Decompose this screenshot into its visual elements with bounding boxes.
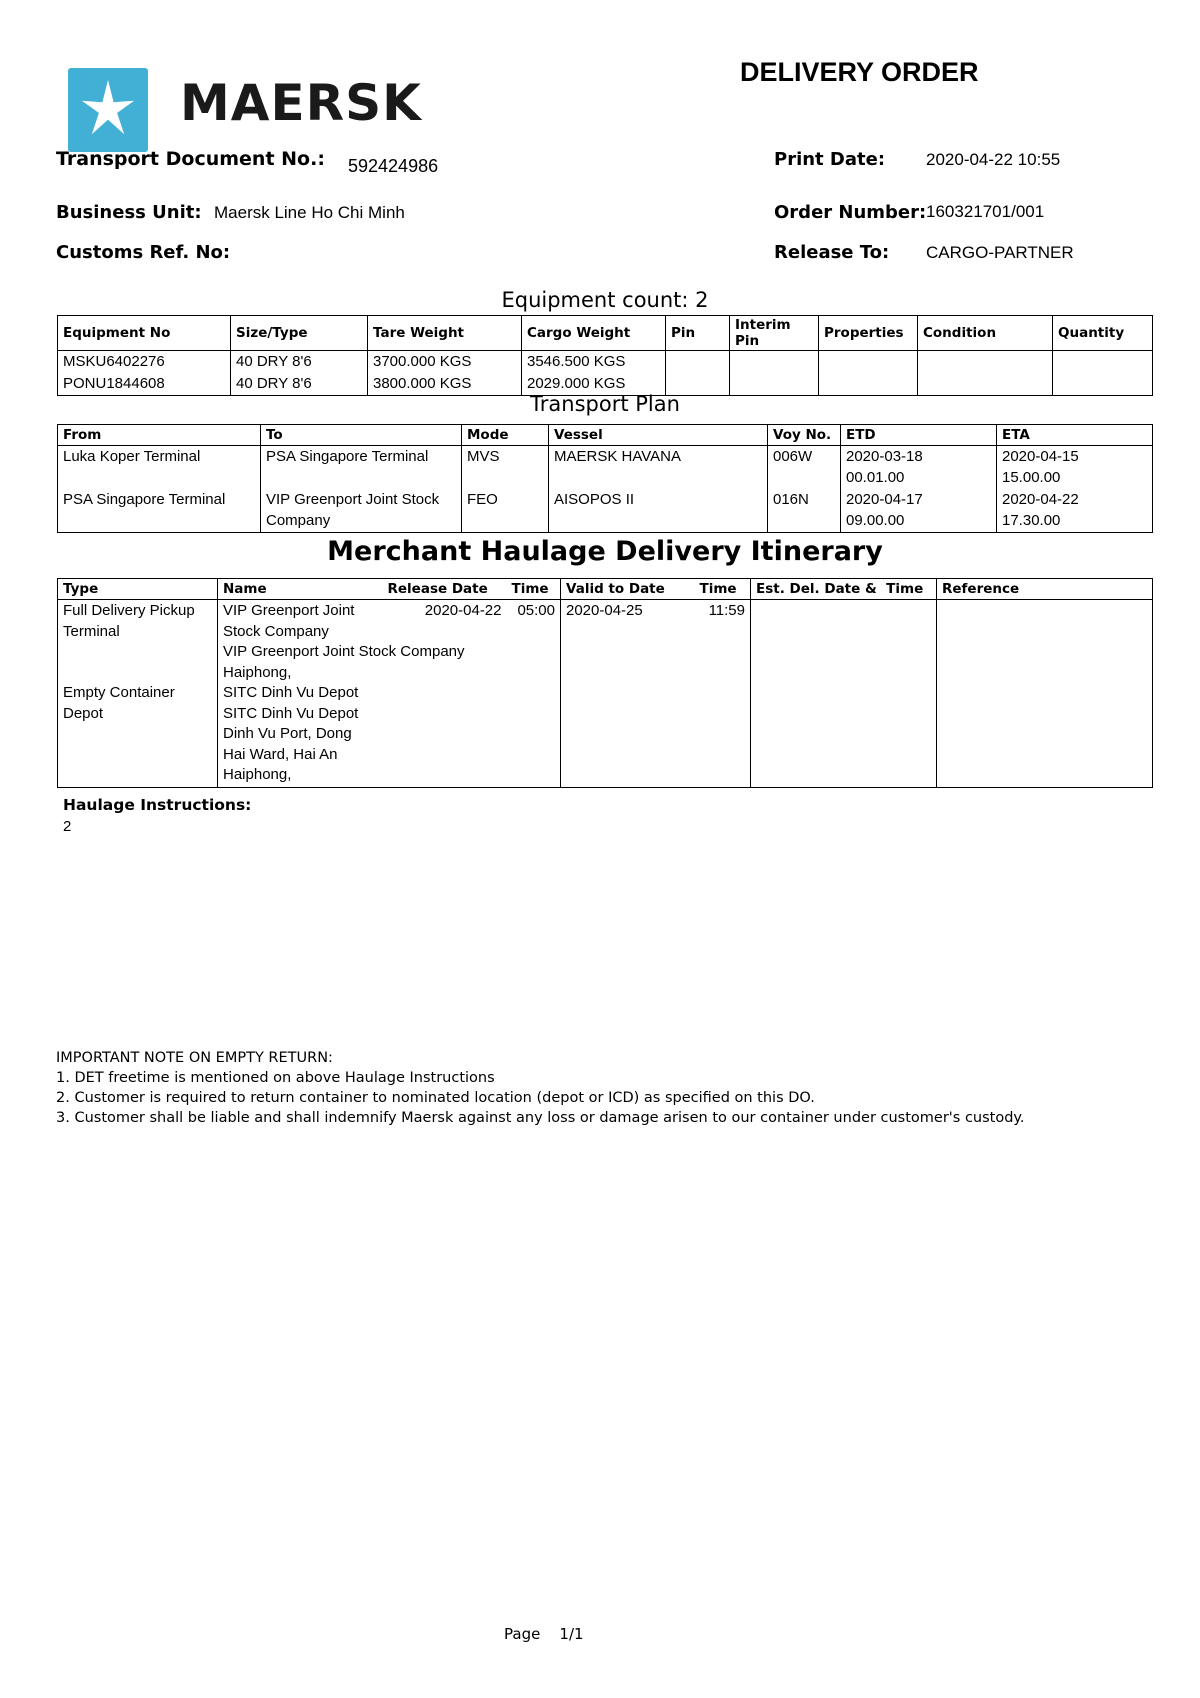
type-line: Depot [63,704,104,722]
col-valid-to-date: Valid to Date [561,579,695,600]
col-name: Name [218,579,383,600]
name-line: Stock Company [223,622,329,640]
table-row [58,600,1153,788]
equipment-table [57,315,1153,396]
mode: FEO [462,489,549,533]
est-del-label: Est. Del. Date & [756,581,877,597]
document-title: DELIVERY ORDER [740,57,979,87]
mode: MVS [462,446,549,490]
eta-date: 2020-04-15 [1002,448,1079,465]
transport-plan-title: Transport Plan [530,392,680,416]
equipment-no: MSKU6402276 [58,351,231,374]
print-date-label: Print Date: [774,149,886,170]
order-number-value: 160321701/001 [926,202,1045,221]
eta-date: 2020-04-22 [1002,491,1079,508]
properties [819,351,918,374]
col-reference: Reference [937,579,1153,600]
itinerary-table [57,578,1153,788]
order-number-label: Order Number: [774,202,927,223]
note-line: 2. Customer is required to return container to nominated location (depot or ICD) as specified on this DO. [56,1090,815,1106]
name-line: Haiphong, [223,663,292,681]
col-cargo-weight: Cargo Weight [522,316,666,351]
est-del-time-label: Time [886,581,924,597]
etd-time: 09.00.00 [846,511,905,529]
col-quantity: Quantity [1053,316,1153,351]
tare-weight: 3700.000 KGS [368,351,522,374]
valid-to-date: 2020-04-25 [561,600,695,788]
page-footer [504,1625,584,1643]
from: PSA Singapore Terminal [58,489,261,533]
col-release-time: Time [507,579,561,600]
equipment-header-row [58,316,1153,351]
itinerary-header-row [58,579,1153,600]
to [261,446,462,490]
col-size-type: Size/Type [231,316,368,351]
col-interim-pin: Interim Pin [730,316,819,351]
equipment-no: PONU1844608 [58,373,231,396]
eta-time: 17.30.00 [1002,511,1061,529]
col-valid-time: Time [695,579,751,600]
to [261,489,462,533]
note-line: 1. DET freetime is mentioned on above Haulage Instructions [56,1070,495,1086]
business-unit-label: Business Unit: [56,202,202,223]
to-line: Company [266,511,331,529]
size-type: 40 DRY 8'6 [231,351,368,374]
business-unit-value: Maersk Line Ho Chi Minh [214,203,405,222]
type-line [63,642,212,663]
col-mode: Mode [462,425,549,446]
release-date: 2020-04-22 [424,602,502,619]
quantity [1053,351,1153,374]
to-line: VIP Greenport Joint Stock [266,491,440,508]
col-type: Type [58,579,218,600]
itinerary-title: Merchant Haulage Delivery Itinerary [327,536,883,567]
transport-plan-table [57,424,1153,533]
col-pin: Pin [666,316,730,351]
type-line: Terminal [63,622,120,640]
note-line: 3. Customer shall be liable and shall indemnify Maersk against any loss or damage arisen to our container under customer's custody. [56,1110,1025,1126]
logo-wordmark: MAERSK [180,74,422,132]
etd-date: 2020-03-18 [846,448,923,465]
est-del-date [751,600,937,788]
transport-doc-value: 592424986 [348,156,439,176]
etd-date: 2020-04-17 [846,491,923,508]
etd [841,446,997,490]
voy-no: 006W [768,446,841,490]
size-type: 40 DRY 8'6 [231,373,368,396]
name-line: SITC Dinh Vu Depot [223,704,359,722]
reference [937,600,1153,788]
notes-heading: IMPORTANT NOTE ON EMPTY RETURN: [56,1050,333,1066]
maersk-logo [68,68,448,152]
col-properties: Properties [819,316,918,351]
col-etd: ETD [841,425,997,446]
release-to-value: CARGO-PARTNER [926,243,1074,262]
table-row [58,351,1153,374]
col-eta: ETA [997,425,1153,446]
col-equipment-no: Equipment No [58,316,231,351]
name-line: VIP Greenport Joint Stock Company [223,643,465,660]
etd [841,489,997,533]
haulage-instructions-value: 2 [63,818,72,835]
equipment-title: Equipment count: 2 [501,288,709,312]
condition [918,351,1053,374]
type-line: Empty Container [63,684,175,701]
name-line: Haiphong, [223,766,292,783]
col-est-del-date [751,579,937,600]
customs-ref-label: Customs Ref. No: [56,242,231,263]
from: Luka Koper Terminal [58,446,261,490]
transport-doc-label: Transport Document No.: [56,148,325,170]
type-line [63,663,212,684]
vessel: MAERSK HAVANA [549,446,768,490]
etd-time: 00.01.00 [846,468,905,486]
col-release-date: Release Date [383,579,507,600]
transport-plan-header-row [58,425,1153,446]
col-voy-no: Voy No. [768,425,841,446]
type-line [63,745,212,766]
to-line: PSA Singapore Terminal [266,448,429,465]
release-to-label: Release To: [774,242,890,263]
page-number: 1/1 [559,1625,584,1643]
name-line: SITC Dinh Vu Depot [223,684,359,701]
cargo-weight: 2029.000 KGS [522,373,666,396]
table-row [58,489,1153,533]
name-line: Dinh Vu Port, Dong [223,725,352,742]
voy-no: 016N [768,489,841,533]
type-line: Full Delivery Pickup [63,602,195,619]
name-line: Hai Ward, Hai An [223,745,338,763]
interim-pin [730,351,819,374]
maersk-star-icon [68,68,148,152]
col-from: From [58,425,261,446]
tare-weight: 3800.000 KGS [368,373,522,396]
name-line: VIP Greenport Joint [223,602,355,619]
pin [666,351,730,374]
valid-time: 11:59 [695,600,751,788]
type-line [63,724,212,745]
type-cell [58,600,218,788]
empty-return-notes [56,1048,1025,1128]
cargo-weight: 3546.500 KGS [522,351,666,374]
table-row [58,446,1153,490]
eta [997,446,1153,490]
vessel: AISOPOS II [549,489,768,533]
eta-time: 15.00.00 [1002,468,1061,486]
print-date-value: 2020-04-22 10:55 [926,150,1061,169]
release-time: 05:00 [507,600,561,788]
haulage-instructions-label: Haulage Instructions: [63,796,252,814]
col-condition: Condition [918,316,1053,351]
col-vessel: Vessel [549,425,768,446]
page-label: Page [504,1625,541,1643]
col-tare-weight: Tare Weight [368,316,522,351]
col-to: To [261,425,462,446]
eta [997,489,1153,533]
type-line [63,765,212,786]
